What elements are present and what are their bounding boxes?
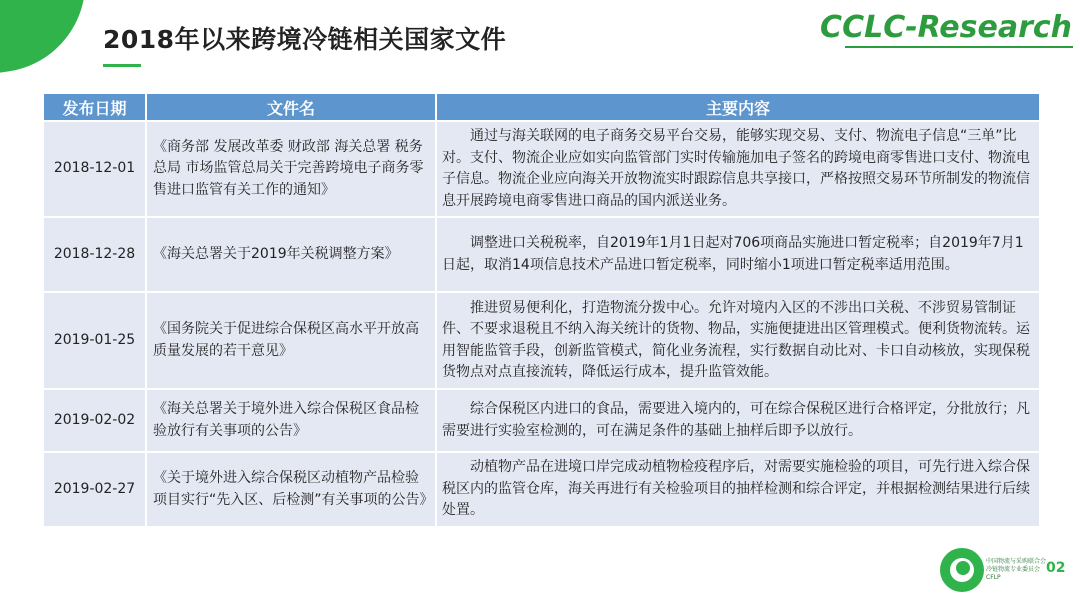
documents-table: [42, 92, 1041, 528]
content-cell: 通过与海关联网的电子商务交易平台交易，能够实现交易、支付、物流电子信息“三单”比对。支付、物流企业应如实向监管部门实时传输施加电子签名的跨境电商零售进口支付、物流电子信息。物流企业应向海关开放物流实时跟踪信息共享接口，严格按照交易环节所制发的物流信息开展跨境电商零售进口商品的国内派送业务。: [436, 121, 1040, 217]
header-main-content: 主要内容: [436, 93, 1040, 121]
table-header-row: [43, 93, 1040, 121]
table-row: [43, 121, 1040, 217]
document-name-cell: 《海关总署关于2019年关税调整方案》: [146, 217, 436, 292]
content-cell: 推进贸易便利化，打造物流分拨中心。允许对境内入区的不涉出口关税、不涉贸易管制证件、不要求退税且不纳入海关统计的货物、物品，实施便捷进出区管理模式。便利货物流转。运用智能监管手段，创新监管模式，简化业务流程，实行数据自动比对、卡口自动核放，实现保税货物点对点直接流转，降低运行成本，提升监管效能。: [436, 292, 1040, 389]
document-name-cell: 《海关总署关于境外进入综合保税区食品检验放行有关事项的公告》: [146, 389, 436, 452]
date-cell: 2019-02-02: [43, 389, 146, 452]
document-name-cell: 《关于境外进入综合保税区动植物产品检验项目实行“先入区、后检测”有关事项的公告》: [146, 452, 436, 527]
table-row: [43, 389, 1040, 452]
brand-logo-text: CCLC-Research: [820, 10, 1072, 45]
date-cell: 2018-12-01: [43, 121, 146, 217]
table-row: [43, 452, 1040, 527]
document-name-cell: 《商务部 发展改革委 财政部 海关总署 税务总局 市场监管总局关于完善跨境电子商务零售进口监管有关工作的通知》: [146, 121, 436, 217]
content-cell: 综合保税区内进口的食品，需要进入境内的，可在综合保税区进行合格评定，分批放行；凡需要进行实验室检测的，可在满足条件的基础上抽样后即予以放行。: [436, 389, 1040, 452]
date-cell: 2019-01-25: [43, 292, 146, 389]
date-cell: 2019-02-27: [43, 452, 146, 527]
header-document-name: 文件名: [146, 93, 436, 121]
table-row: [43, 292, 1040, 389]
brand-underline: [845, 46, 1073, 48]
document-name-cell: 《国务院关于促进综合保税区高水平开放高质量发展的若干意见》: [146, 292, 436, 389]
date-cell: 2018-12-28: [43, 217, 146, 292]
logo-text: 中国物流与采购联合会 冷链物流专业委员会 CFLP: [986, 558, 1047, 581]
page-title: 2018年以来跨境冷链相关国家文件: [103, 25, 507, 54]
table-row: [43, 217, 1040, 292]
content-cell: 调整进口关税税率，自2019年1月1日起对706项商品实施进口暂定税率；自2019年7月1日起，取消14项信息技术产品进口暂定税率，同时缩小1项进口暂定税率适用范围。: [436, 217, 1040, 292]
title-underline: [103, 64, 141, 67]
page-number: 02: [1046, 560, 1066, 576]
content-cell: 动植物产品在进境口岸完成动植物检疫程序后，对需要实施检验的项目，可先行进入综合保税区内的监管仓库，海关再进行有关检验项目的抽样检测和综合评定，并根据检测结果进行后续处置。: [436, 452, 1040, 527]
corner-leaf-decoration: [0, 0, 97, 80]
header-date: 发布日期: [43, 93, 146, 121]
